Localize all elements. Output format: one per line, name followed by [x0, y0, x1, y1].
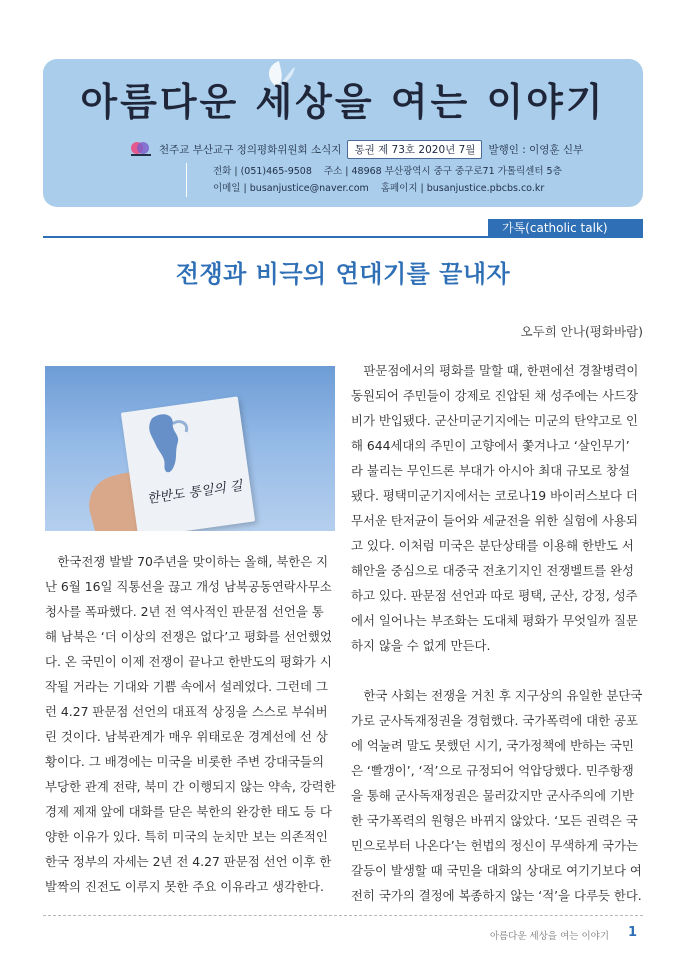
category-bar [43, 219, 643, 238]
paragraph: 한국 사회는 전쟁을 거친 후 지구상의 유일한 분단국 가로 군사독재정권을 경험했다. 국가폭력에 대한 공포 에 억눌려 말도 못했던 시기, 국가정책에 반하는 국민 은 ‘빨갱이’, ‘적’으로 규정되어 억압당했다. 민주항쟁 을 통해 군사독재정권은 물러갔지만 군사주의에 기반 한 국가폭력의 원형은 바뀌지 않았다. ‘모든 권력은 국 민으로부터 나온다’는 헌법의 정신이 무색하게 국가는 갈등이 발생할 때 국민을 대화의 상대로 여기기보다 여 전히 국가의 결정에 복종하지 않는 ‘적’을 다루듯 한다. [351, 688, 643, 903]
photo-card [121, 396, 255, 531]
byline: 오두희 안나(평화바람) [520, 324, 643, 339]
article-photo [45, 366, 335, 531]
card-calligraphy: 한반도 통일의 길 [146, 478, 244, 507]
masthead-title: 아름다운 세상을 여는 이야기 [80, 79, 606, 124]
masthead-header [43, 59, 643, 207]
publisher-name: 천주교 부산교구 정의평화위원회 소식지 [159, 143, 342, 156]
article-title: 전쟁과 비극의 연대기를 끝내자 [175, 260, 511, 288]
issue-badge: 통권 제 73호 2020년 7월 [347, 140, 482, 159]
page-footer [43, 915, 643, 945]
committee-logo-icon [129, 141, 153, 157]
contact-homepage[interactable]: 홈페이지 | busanjustice.pbcbs.co.kr [380, 183, 545, 194]
issuer: 발행인 : 이영훈 신부 [488, 143, 584, 156]
contact-block [186, 163, 562, 197]
paragraph: 한국전쟁 발발 70주년을 맞이하는 올해, 북한은 지 난 6월 16일 직통선을 끊고 개성 남북공동연락사무소 청사를 폭파했다. 2년 전 역사적인 판문점 선언을 통 해 남북은 ‘더 이상의 전쟁은 없다’고 평화를 선언했었 다. 온 국민이 이제 전쟁이 끝나고 한반도의 평화가 시 작될 거라는 기대와 기쁨 속에서 설레었다. 그런데 그 런 4.27 판문점 선언의 대표적 상징을 스스로 부숴버 린 것이다. 남북관계가 매우 위태로운 경계선에 선 상 황이다. 그 배경에는 미국을 비롯한 주변 강대국들의 부당한 관계 전략, 북미 간 이행되지 않는 약속, 강력한 경제 제재 앞에 대화를 닫은 북한의 완강한 태도 등 다 양한 이유가 있다. 특히 미국의 눈치만 보는 의존적인 한국 정부의 자세는 2년 전 4.27 판문점 선언 이후 한 발짝의 진전도 이루지 못한 주요 이유라고 생각한다. [45, 554, 336, 894]
contact-phone: 전화 | (051)465-9508 [213, 166, 312, 177]
category-tag: 가톡(catholic talk) [488, 219, 643, 238]
footer-title: 아름다운 세상을 여는 이야기 [489, 931, 609, 942]
publisher-row [129, 139, 583, 159]
right-column [351, 358, 643, 908]
page-number: 1 [627, 925, 637, 940]
contact-address: 주소 | 48968 부산광역시 중구 중구로71 가톨릭센터 5층 [323, 166, 562, 177]
paragraph: 판문점에서의 평화를 말할 때, 한편에선 경찰병력이 동원되어 주민들이 강제로 진압된 채 성주에는 사드장 비가 반입됐다. 군산미군기지에는 미군의 탄약고로 인 해 644세대의 주민이 고향에서 쫓겨나고 ‘살인무기’ 라 불리는 무인드론 부대가 아시아 최대 규모로 창설 됐다. 평택미군기지에서는 코로나19 바이러스보다 더 무서운 탄저균이 들어와 세균전을 위한 실험에 사용되 고 있다. 이처럼 미국은 분단상태를 이용해 한반도 서 해안을 중심으로 대중국 전초기지인 전쟁벨트를 완성 하고 있다. 판문점 선언과 따로 평택, 군산, 강정, 성주 에서 일어나는 부조화는 도대체 평화가 무엇일까 질문 하지 않을 수 없게 만든다. [351, 363, 639, 653]
contact-email[interactable]: 이메일 | busanjustice@naver.com [213, 183, 369, 194]
left-column [45, 549, 337, 899]
